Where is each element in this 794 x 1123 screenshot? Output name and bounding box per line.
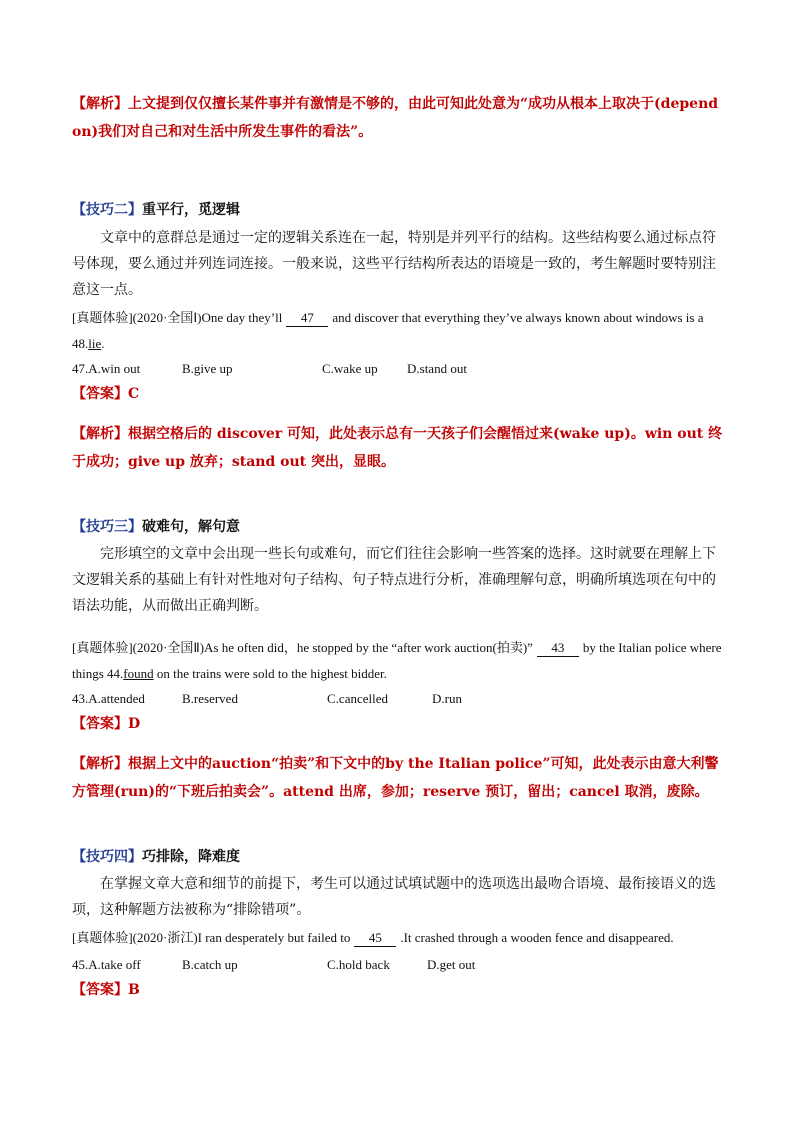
example-text: on the trains were sold to the highest bidder. [153,666,387,681]
analysis-label: 【解析】 [72,756,128,772]
tip2-heading [72,200,724,220]
example-text: [真题体验](2020·浙江)I ran desperately but failed to [72,930,351,945]
tip2-analysis [72,420,724,476]
option-b: B.catch up [182,957,238,972]
option-b: B.give up [182,361,233,376]
option-a: 43.A.attended [72,691,145,706]
option-c: C.wake up [322,361,378,376]
option-d: D.stand out [407,361,467,376]
tip3-options [72,689,724,709]
option-c: C.cancelled [327,691,388,706]
tip3-paragraph: 完形填空的文章中会出现一些长句或难句，而它们往往会影响一些答案的选择。这时就要在理解上下文逻辑关系的基础上有针对性地对句子结构、句子特点进行分析，准确理解句意，明确所填选项在句中的语法功能，从而做出正确判断。 [72,546,716,614]
answer-label: 【答案】 [72,716,128,732]
tip3-example [72,635,724,687]
example-text: [真题体验](2020·全国Ⅰ)One day they’ll [72,310,283,325]
option-a: 45.A.take off [72,957,141,972]
tip3-label: 【技巧三】 [72,519,142,535]
underlined-word: lie [88,336,102,351]
tip3-heading [72,517,724,537]
answer-value: C [128,386,140,402]
tip2-paragraph: 文章中的意群总是通过一定的逻辑关系连在一起，特别是并列平行的结构。这些结构要么通过标点符号体现，要么通过并列连词连接。一般来说，这些平行结构所表达的语境是一致的，考生解题时要特别注意这一点。 [72,230,716,298]
tip2-options [72,359,724,379]
tip4-example [72,925,724,951]
analysis-text: 上文提到仅仅擅长某件事并有激情是不够的，由此可知此处意为“成功从根本上取决于(depend on)我们对自己和对生活中所发生事件的看法”。 [72,96,719,140]
option-c: C.hold back [327,957,390,972]
example-text: by the Italian police where things 44. [72,640,722,681]
analysis-label: 【解析】 [72,426,128,442]
tip3-analysis [72,750,724,806]
answer-blank: 43 [537,640,579,657]
example-text: and discover that everything they’ve always known about windows is a 48. [72,310,704,351]
answer-value: B [128,982,140,998]
tip2-example [72,305,724,357]
option-d: D.run [432,691,462,706]
answer-blank: 47 [286,310,328,327]
analysis-1 [72,90,724,146]
option-d: D.get out [427,957,476,972]
answer-value: D [128,716,141,732]
example-text: .It crashed through a wooden fence and disappeared. [400,930,674,945]
analysis-text: 根据上文中的auction“拍卖”和下文中的by the Italian police”可知，此处表示由意大利警方管理(run)的“下班后拍卖会”。attend 出席，参加；reserve 预订，留出；cancel 取消，废除。 [72,756,719,800]
answer-blank: 45 [354,930,396,947]
option-a: 47.A.win out [72,361,141,376]
tip2-title: 重平行，觅逻辑 [142,202,240,218]
example-text: . [101,336,105,351]
tip4-paragraph: 在掌握文章大意和细节的前提下，考生可以通过试填试题中的选项选出最吻合语境、最衔接语义的选项，这种解题方法被称为“排除错项”。 [72,876,716,918]
underlined-word: found [123,666,154,681]
answer-label: 【答案】 [72,386,128,402]
tip4-heading [72,847,724,867]
tip3-answer [72,714,724,734]
tip3-title: 破难句，解句意 [142,519,240,535]
example-text: [真题体验](2020·全国Ⅱ)As he often did，he stopped by the “after work auction(拍卖)” [72,640,533,655]
tip4-title: 巧排除，降难度 [142,849,240,865]
analysis-text: 根据空格后的 discover 可知，此处表示总有一天孩子们会醒悟过来(wake up)。win out 终于成功；give up 放弃；stand out 突出，显眼。 [72,426,723,470]
tip4-options [72,955,724,975]
option-b: B.reserved [182,691,238,706]
analysis-label: 【解析】 [72,96,128,112]
tip4-label: 【技巧四】 [72,849,142,865]
tip2-answer [72,384,724,404]
answer-label: 【答案】 [72,982,128,998]
tip4-answer [72,980,724,1000]
tip2-label: 【技巧二】 [72,202,142,218]
